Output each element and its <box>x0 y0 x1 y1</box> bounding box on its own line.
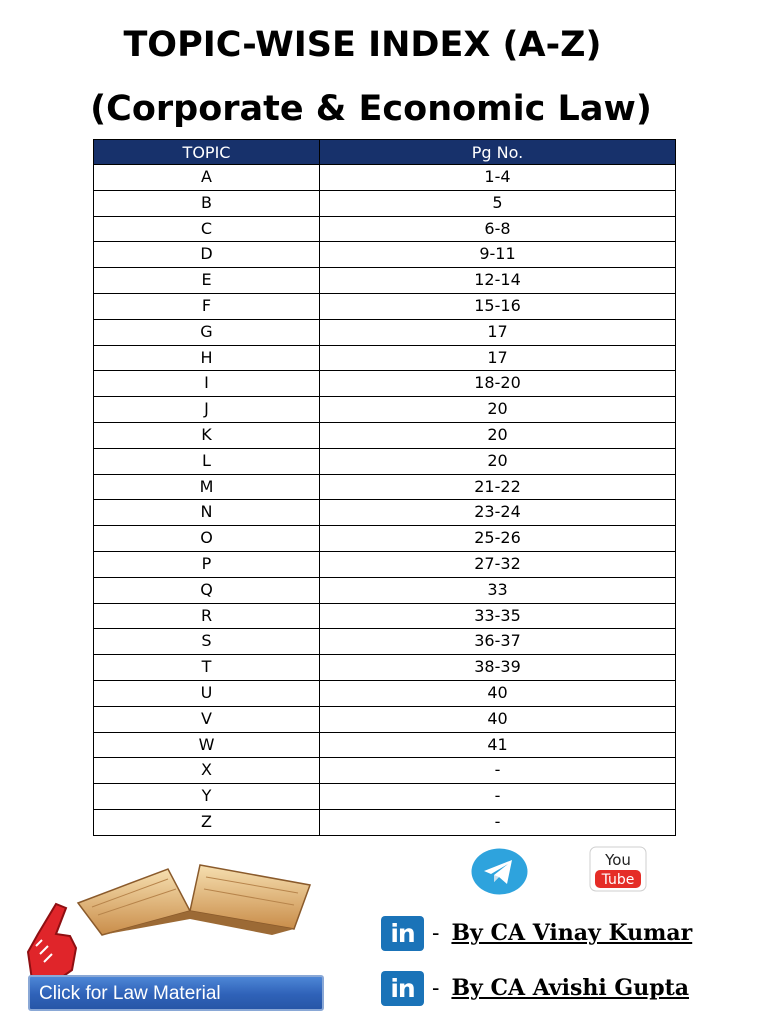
open-book-image <box>72 855 324 937</box>
author-dash: - <box>432 975 440 1001</box>
topic-cell: M <box>94 474 320 500</box>
topic-cell: K <box>94 422 320 448</box>
law-material-button[interactable]: Click for Law Material <box>28 975 324 1011</box>
author-row-vinay <box>381 915 692 951</box>
youtube-icon[interactable] <box>589 846 647 892</box>
topic-cell: H <box>94 345 320 371</box>
table-row <box>94 603 676 629</box>
page-number-cell: - <box>320 758 676 784</box>
page-number-cell: 1-4 <box>320 165 676 191</box>
topic-cell: G <box>94 319 320 345</box>
topic-cell: W <box>94 732 320 758</box>
table-row <box>94 216 676 242</box>
author-vinay-kumar-link[interactable]: By CA Vinay Kumar <box>451 920 693 946</box>
topic-index-table <box>93 139 676 836</box>
table-row <box>94 809 676 835</box>
page-number-cell: 40 <box>320 706 676 732</box>
page-number-cell: 18-20 <box>320 371 676 397</box>
author-row-avishi <box>381 970 689 1006</box>
table-row <box>94 551 676 577</box>
table-row <box>94 500 676 526</box>
telegram-icon[interactable] <box>471 848 528 895</box>
table-row <box>94 397 676 423</box>
page-number-cell: 9-11 <box>320 242 676 268</box>
table-row <box>94 319 676 345</box>
page-number-cell: 23-24 <box>320 500 676 526</box>
topic-cell: U <box>94 680 320 706</box>
page-number-cell: 5 <box>320 190 676 216</box>
table-row <box>94 371 676 397</box>
header-page-no: Pg No. <box>320 140 676 165</box>
page-number-cell: 21-22 <box>320 474 676 500</box>
page-title: TOPIC-WISE INDEX (A-Z) <box>123 25 602 65</box>
table-row <box>94 165 676 191</box>
table-row <box>94 268 676 294</box>
table-row <box>94 448 676 474</box>
topic-cell: F <box>94 293 320 319</box>
page-number-cell: - <box>320 784 676 810</box>
table-body <box>94 165 676 836</box>
page-number-cell: 6-8 <box>320 216 676 242</box>
topic-cell: J <box>94 397 320 423</box>
topic-cell: P <box>94 551 320 577</box>
page-number-cell: - <box>320 809 676 835</box>
table-row <box>94 526 676 552</box>
topic-cell: C <box>94 216 320 242</box>
topic-cell: E <box>94 268 320 294</box>
table-row <box>94 474 676 500</box>
topic-cell: O <box>94 526 320 552</box>
youtube-you-text: You <box>605 851 631 869</box>
page-number-cell: 36-37 <box>320 629 676 655</box>
table-row <box>94 732 676 758</box>
topic-cell: L <box>94 448 320 474</box>
table-row <box>94 629 676 655</box>
page-number-cell: 17 <box>320 345 676 371</box>
page-number-cell: 38-39 <box>320 655 676 681</box>
page-number-cell: 25-26 <box>320 526 676 552</box>
header-topic: TOPIC <box>94 140 320 165</box>
table-row <box>94 242 676 268</box>
topic-cell: Y <box>94 784 320 810</box>
table-row <box>94 758 676 784</box>
page-number-cell: 20 <box>320 397 676 423</box>
table-row <box>94 655 676 681</box>
table-row <box>94 577 676 603</box>
page-number-cell: 20 <box>320 422 676 448</box>
topic-cell: I <box>94 371 320 397</box>
table-row <box>94 784 676 810</box>
topic-cell: Q <box>94 577 320 603</box>
topic-cell: D <box>94 242 320 268</box>
linkedin-icon[interactable]: in <box>381 916 424 951</box>
topic-cell: N <box>94 500 320 526</box>
youtube-tube-text: Tube <box>601 872 635 888</box>
author-dash: - <box>432 920 440 946</box>
topic-cell: B <box>94 190 320 216</box>
page-number-cell: 40 <box>320 680 676 706</box>
page-number-cell: 33-35 <box>320 603 676 629</box>
page-subtitle: (Corporate & Economic Law) <box>90 89 652 129</box>
linkedin-icon[interactable]: in <box>381 971 424 1006</box>
page-number-cell: 41 <box>320 732 676 758</box>
topic-cell: Z <box>94 809 320 835</box>
pointing-hand-icon <box>22 900 82 982</box>
page-number-cell: 15-16 <box>320 293 676 319</box>
topic-cell: X <box>94 758 320 784</box>
topic-cell: A <box>94 165 320 191</box>
table-row <box>94 422 676 448</box>
table-row <box>94 190 676 216</box>
table-header-row <box>94 140 676 165</box>
topic-cell: T <box>94 655 320 681</box>
table-row <box>94 345 676 371</box>
page-number-cell: 12-14 <box>320 268 676 294</box>
topic-cell: S <box>94 629 320 655</box>
page-number-cell: 17 <box>320 319 676 345</box>
table-row <box>94 706 676 732</box>
page-number-cell: 20 <box>320 448 676 474</box>
page-number-cell: 33 <box>320 577 676 603</box>
topic-cell: V <box>94 706 320 732</box>
topic-cell: R <box>94 603 320 629</box>
table-row <box>94 293 676 319</box>
author-avishi-gupta-link[interactable]: By CA Avishi Gupta <box>451 975 690 1001</box>
table-row <box>94 680 676 706</box>
page-number-cell: 27-32 <box>320 551 676 577</box>
